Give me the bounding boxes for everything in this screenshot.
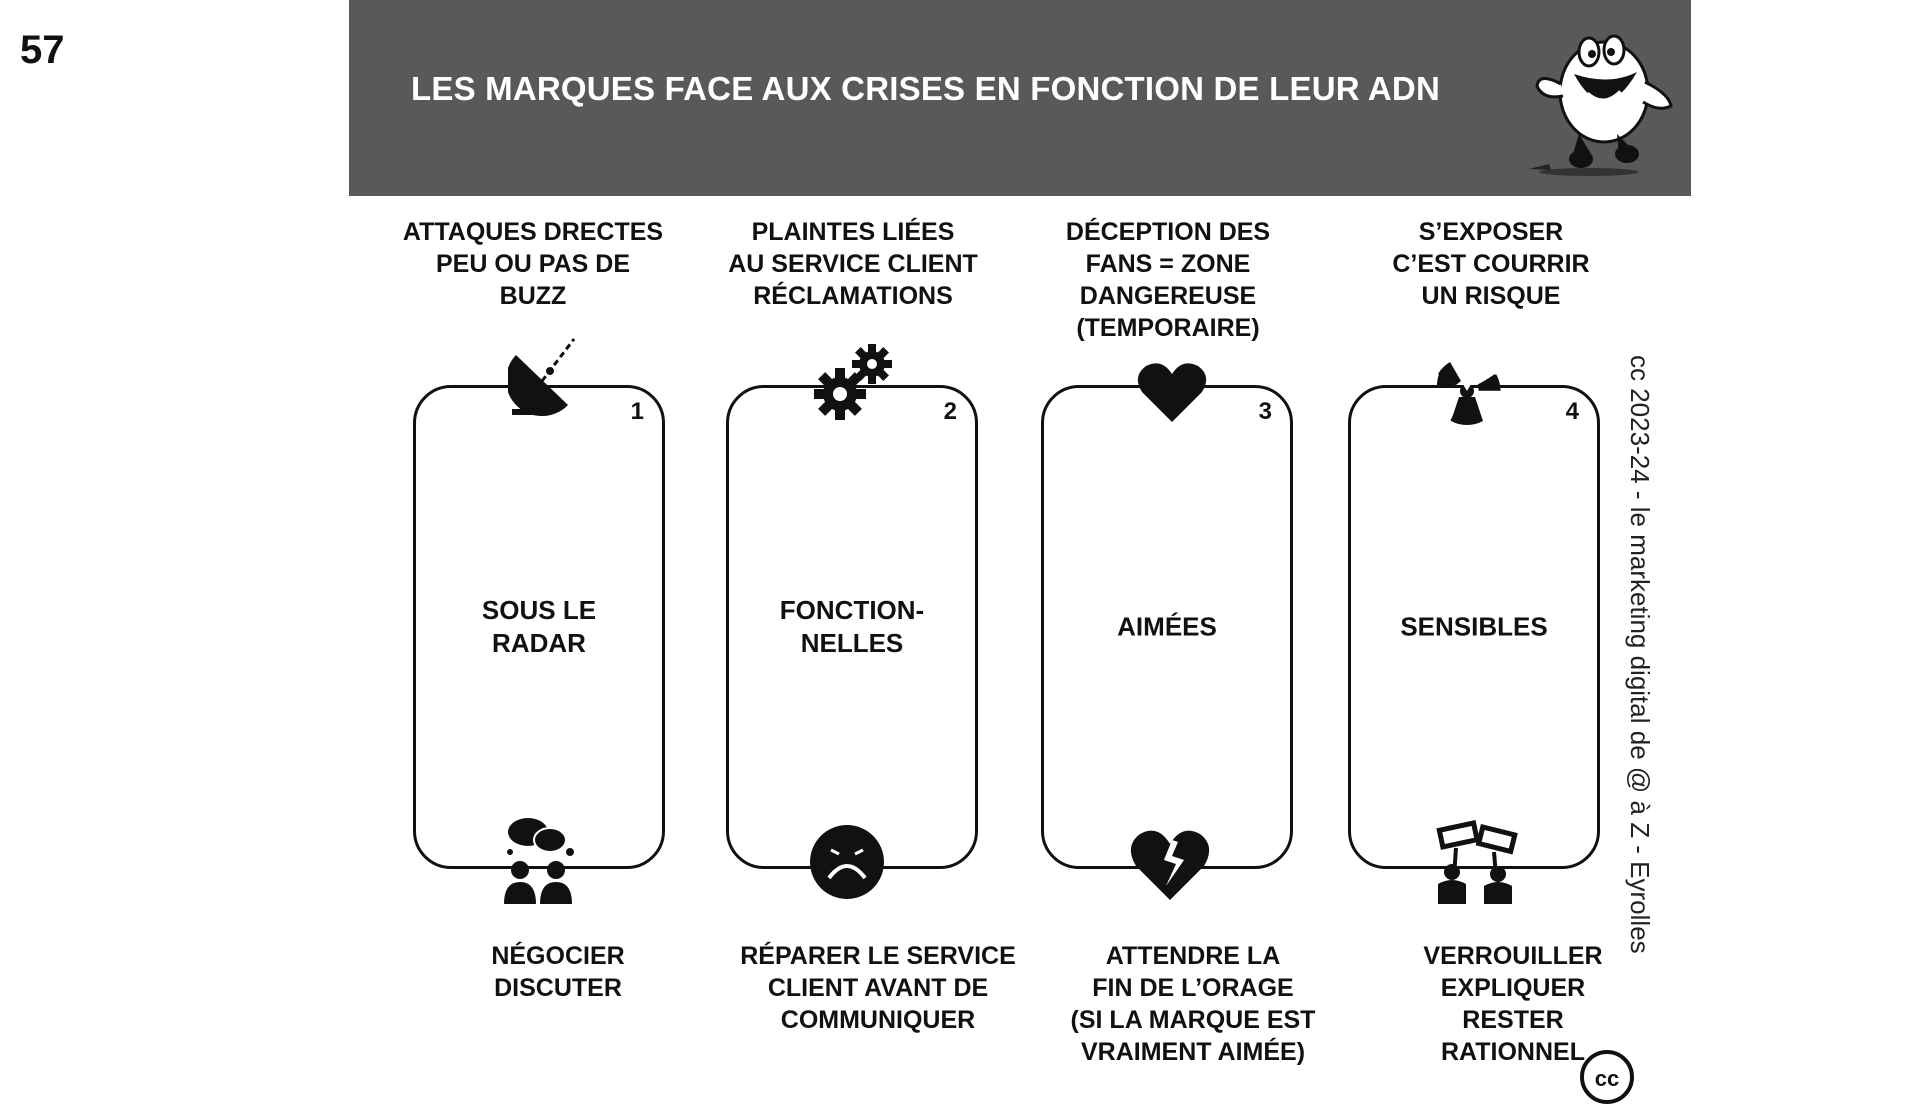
card-3 <box>1041 385 1293 869</box>
card-title: SENSIBLES <box>1400 611 1548 642</box>
card-title: FONCTION- NELLES <box>779 595 925 658</box>
sad-face-icon <box>809 824 885 900</box>
bottom-label-1: NÉGOCIER DISCUTER <box>491 942 625 1002</box>
bottom-label-4: VERROUILLER EXPLIQUER RESTER RATIONNEL <box>1423 942 1603 1066</box>
gears-icon <box>812 342 896 422</box>
title-banner <box>349 0 1691 196</box>
creative-commons-badge: cc <box>1580 1050 1634 1104</box>
bottom-label-2: RÉPARER LE SERVICE CLIENT AVANT DE COMMUNIQUER <box>740 942 1016 1034</box>
card-4 <box>1348 385 1600 869</box>
card-number: 3 <box>1258 398 1272 425</box>
satellite-dish-icon <box>508 335 588 419</box>
mascot-icon <box>1519 14 1689 184</box>
top-label-3: DÉCEPTION DES FANS = ZONE DANGEREUSE (TEMPORAIRE) <box>1065 218 1271 342</box>
card-number: 4 <box>1565 398 1579 425</box>
top-label-1: ATTAQUES DRECTES PEU OU PAS DE BUZZ <box>402 218 664 310</box>
bottom-label-3: ATTENDRE LA FIN DE L’ORAGE (SI LA MARQUE EST VRAIMENT AIMÉE) <box>1070 942 1316 1066</box>
card-1 <box>413 385 665 869</box>
copyright-credit: cc 2023-24 - le marketing digital de @ à Z - Eyrolles <box>1625 355 1655 954</box>
top-label-2: PLAINTES LIÉES AU SERVICE CLIENT RÉCLAMATIONS <box>728 218 978 310</box>
card-title: AIMÉES <box>1117 611 1217 642</box>
heart-icon <box>1136 360 1208 424</box>
card-2 <box>726 385 978 869</box>
card-number: 1 <box>630 398 644 425</box>
card-number: 2 <box>943 398 957 425</box>
top-label-4: S’EXPOSER C’EST COURRIR UN RISQUE <box>1392 218 1590 310</box>
people-talking-icon <box>498 818 584 904</box>
page-title: LES MARQUES FACE AUX CRISES EN FONCTION DE LEUR ADN <box>411 70 1440 107</box>
protesters-icon <box>1434 818 1520 904</box>
radiation-icon <box>1430 356 1504 426</box>
card-title: SOUS LE RADAR <box>481 595 597 658</box>
broken-heart-icon <box>1128 826 1212 902</box>
slide-number: 57 <box>20 28 65 72</box>
